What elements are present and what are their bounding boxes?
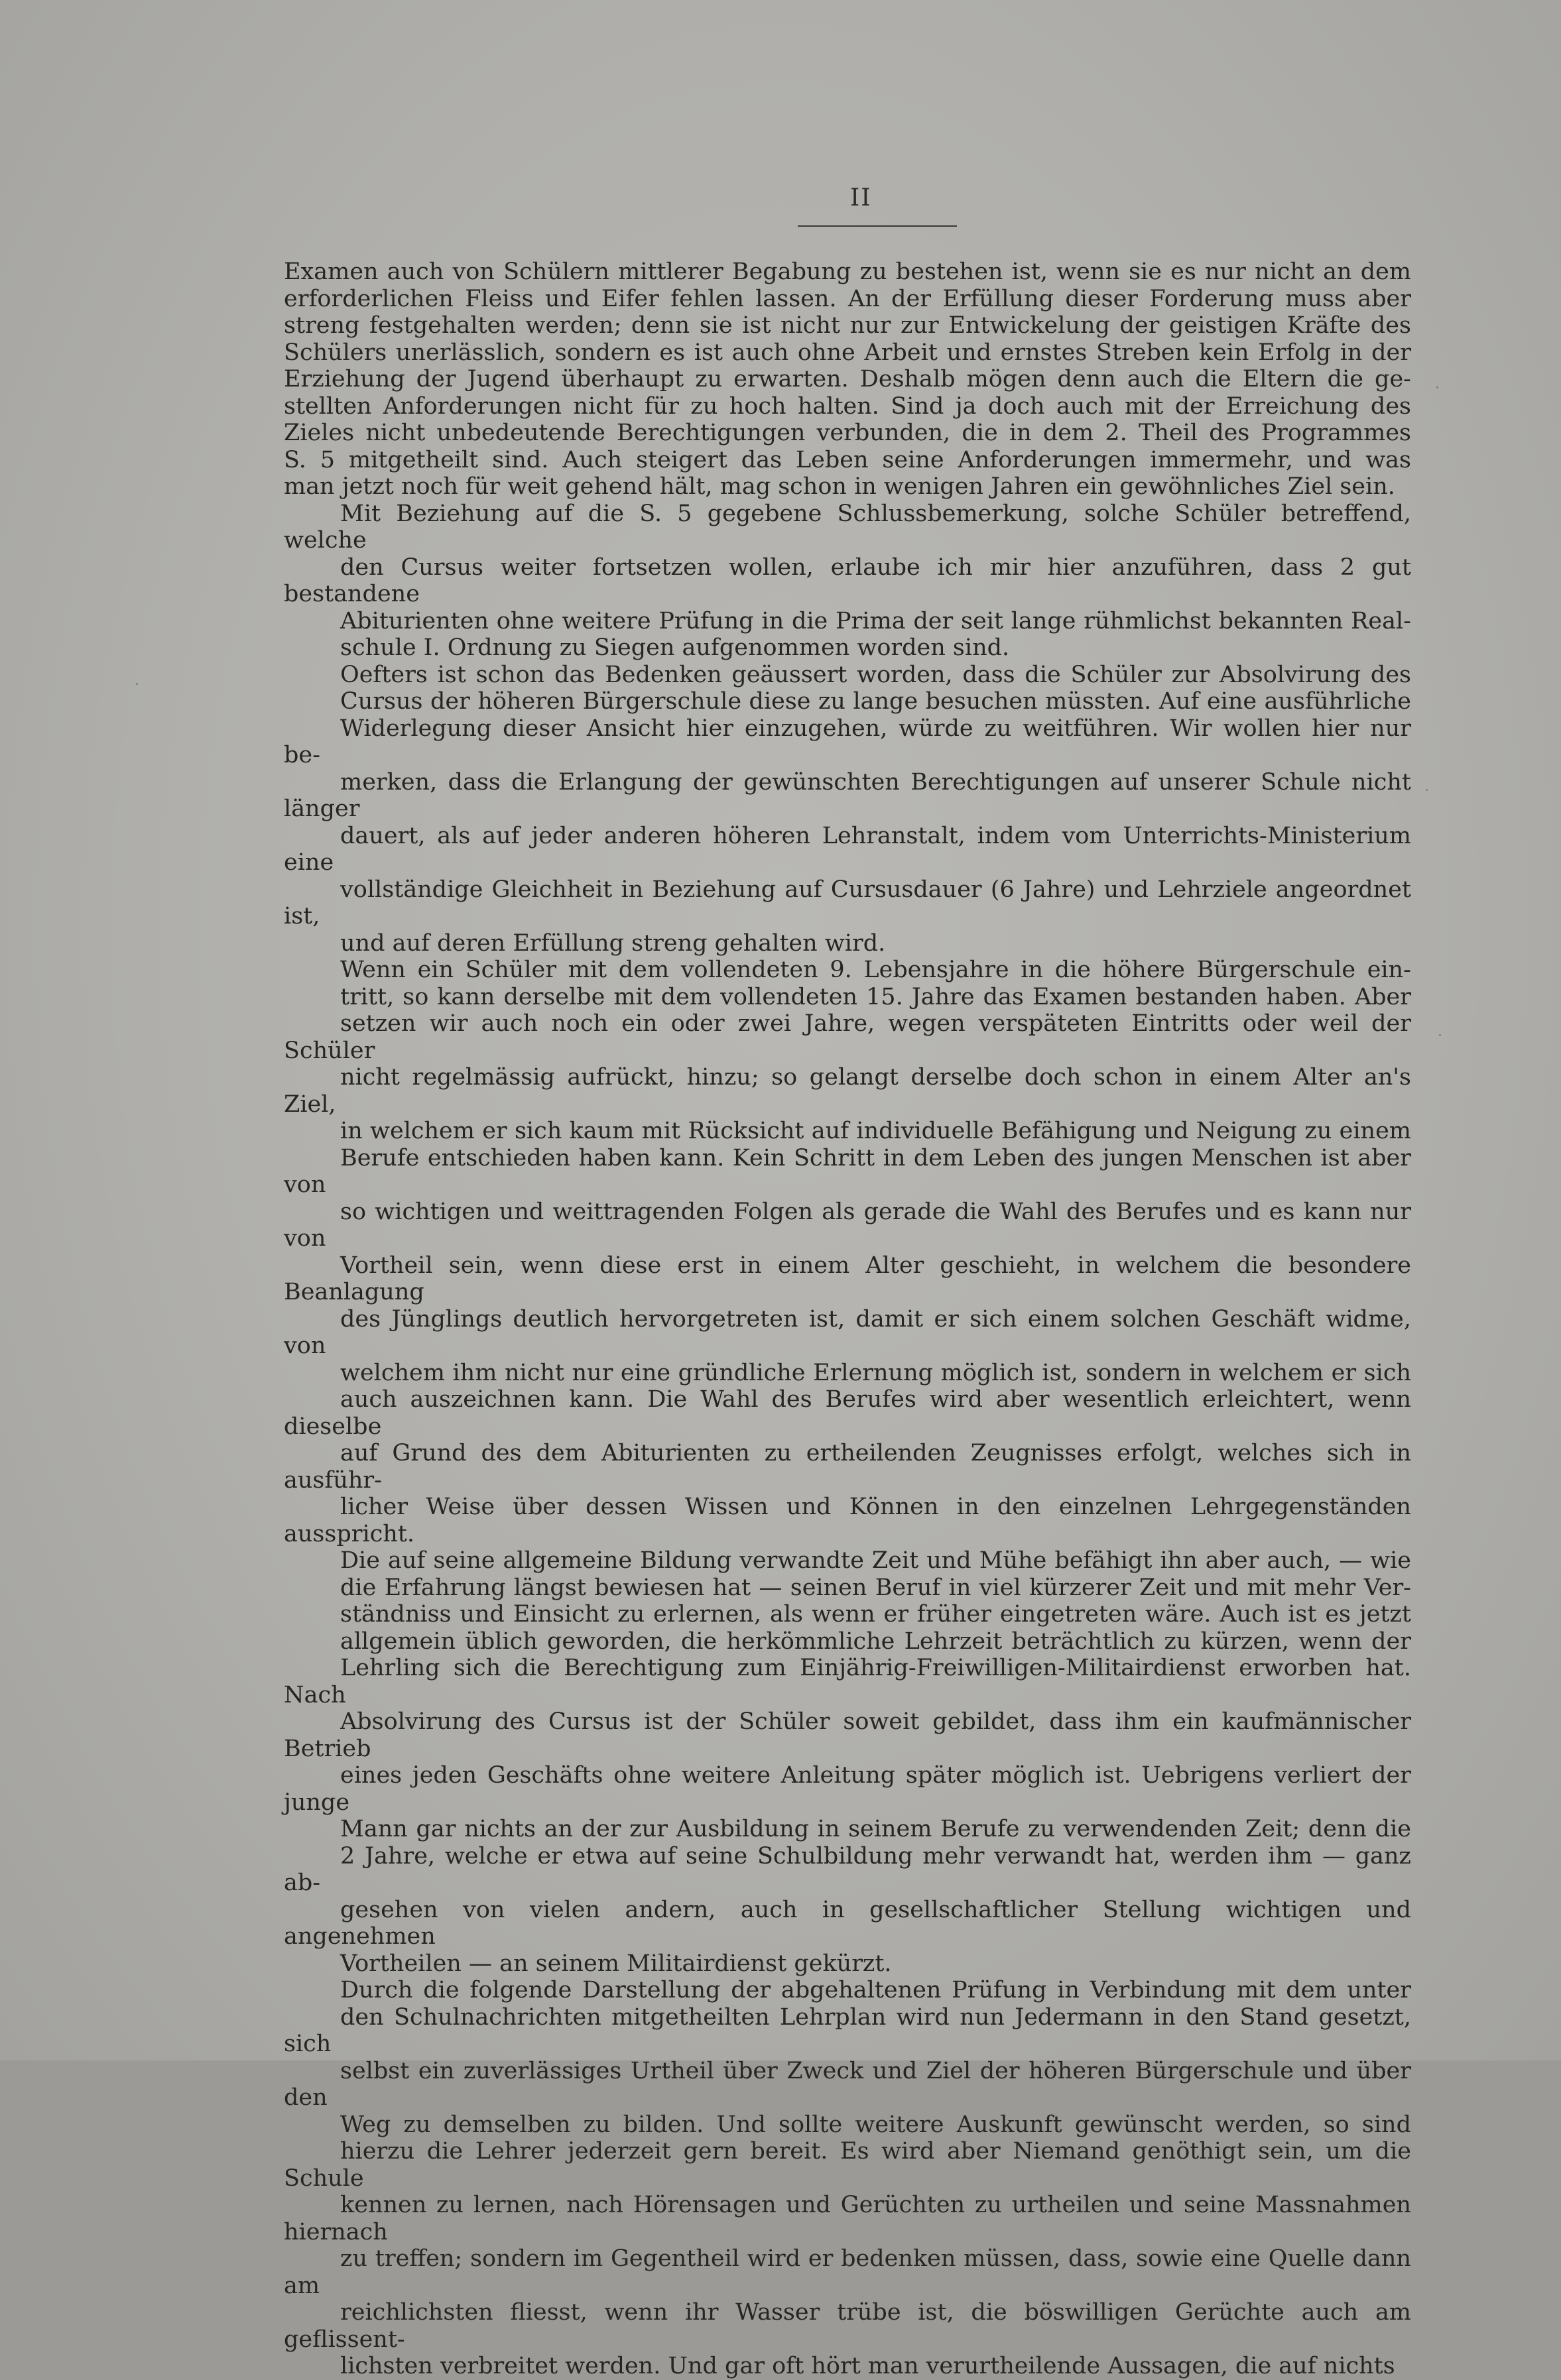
text-line: streng festgehalten werden; denn sie ist nicht nur zur Entwickelung der geistigen Kräfte des	[284, 312, 1411, 339]
paragraph	[284, 1977, 1411, 2380]
text-line: Lehrling sich die Berechtigung zum Einjährig-Freiwilligen-Militairdienst erworben hat. Nach	[284, 1655, 1411, 1708]
text-line: hierzu die Lehrer jederzeit gern bereit. Es wird aber Niemand genöthigt sein, um die Schule	[284, 2138, 1411, 2192]
text-line: man jetzt noch für weit gehend hält, mag schon in wenigen Jahren ein gewöhnliches Ziel sein.	[284, 473, 1395, 500]
text-line: Weg zu demselben zu bilden. Und sollte weitere Auskunft gewünscht werden, so sind	[340, 2111, 1411, 2138]
text-line: merken, dass die Erlangung der gewünschten Berechtigungen auf unserer Schule nicht länger	[284, 768, 1411, 822]
text-line: Schülers unerlässlich, sondern es ist auch ohne Arbeit und ernstes Streben kein Erfolg in der	[284, 339, 1411, 366]
scan-speck	[1439, 1034, 1441, 1036]
text-line: reichlichsten fliesst, wenn ihr Wasser trübe ist, die böswilligen Gerüchte auch am geflissent-	[284, 2299, 1411, 2353]
text-line: zu treffen; sondern im Gegentheil wird er bedenken müssen, dass, sowie eine Quelle dann am	[284, 2245, 1411, 2299]
text-line: Widerlegung dieser Ansicht hier einzugehen, würde zu weitführen. Wir wollen hier nur be-	[284, 715, 1411, 768]
text-line: und auf deren Erfüllung streng gehalten wird.	[340, 929, 886, 957]
text-line: Vortheilen — an seinem Militairdienst gekürzt.	[340, 1950, 892, 1977]
text-line: setzen wir auch noch ein oder zwei Jahre, wegen verspäteten Eintritts oder weil der Schüler	[284, 1010, 1411, 1064]
text-line: Durch die folgende Darstellung der abgehaltenen Prüfung in Verbindung mit dem unter	[340, 1977, 1411, 2003]
paragraph	[284, 501, 1411, 662]
text-line: Vortheil sein, wenn diese erst in einem Alter geschieht, in welchem die besondere Beanlagung	[284, 1252, 1411, 1305]
text-line: selbst ein zuverlässiges Urtheil über Zweck und Ziel der höheren Bürgerschule und über den	[284, 2057, 1411, 2111]
text-line: lichsten verbreitet werden. Und gar oft hört man verurtheilende Aussagen, die auf nichts	[340, 2353, 1395, 2379]
text-line: Die auf seine allgemeine Bildung verwandte Zeit und Mühe befähigt ihn aber auch, — wie	[340, 1547, 1411, 1574]
text-line: eines jeden Geschäfts ohne weitere Anleitung später möglich ist. Uebrigens verliert der junge	[284, 1762, 1411, 1816]
scan-speck	[1436, 387, 1438, 388]
text-line: den Cursus weiter fortsetzen wollen, erlaube ich mir hier anzuführen, dass 2 gut bestandene	[284, 554, 1411, 607]
text-line: S. 5 mitgetheilt sind. Auch steigert das Leben seine Anforderungen immermehr, und was	[284, 446, 1411, 473]
text-line: vollständige Gleichheit in Beziehung auf Cursusdauer (6 Jahre) und Lehrziele angeordnet ist,	[284, 876, 1411, 929]
text-line: auch auszeichnen kann. Die Wahl des Berufes wird aber wesentlich erleichtert, wenn dieselbe	[284, 1386, 1411, 1440]
text-line: Wenn ein Schüler mit dem vollendeten 9. Lebensjahre in die höhere Bürgerschule ein-	[340, 957, 1411, 983]
text-line: den Schulnachrichten mitgetheilten Lehrplan wird nun Jedermann in den Stand gesetzt, sich	[284, 2003, 1411, 2057]
header-rule	[798, 225, 957, 227]
text-line: auf Grund des dem Abiturienten zu ertheilenden Zeugnisses erfolgt, welches sich in ausführ-	[284, 1440, 1411, 1494]
text-line: in welchem er sich kaum mit Rücksicht auf individuelle Befähigung und Neigung zu einem	[340, 1118, 1411, 1144]
text-line: erforderlichen Fleiss und Eifer fehlen lassen. An der Erfüllung dieser Forderung muss aber	[284, 285, 1411, 312]
text-line: licher Weise über dessen Wissen und Können in den einzelnen Lehrgegenständen ausspricht.	[284, 1494, 1411, 1547]
text-line: gesehen von vielen andern, auch in gesellschaftlicher Stellung wichtigen und angenehmen	[284, 1896, 1411, 1950]
text-line: tritt, so kann derselbe mit dem vollendeten 15. Jahre das Examen bestanden haben. Aber	[340, 983, 1411, 1010]
text-line: 2 Jahre, welche er etwa auf seine Schulbildung mehr verwandt hat, werden ihm — ganz ab-	[284, 1842, 1411, 1896]
text-line: ständniss und Einsicht zu erlernen, als wenn er früher eingetreten wäre. Auch ist es jetzt	[340, 1601, 1411, 1628]
text-line: Berufe entschieden haben kann. Kein Schritt in dem Leben des jungen Menschen ist aber von	[284, 1144, 1411, 1198]
scan-speck	[136, 683, 138, 685]
text-line: Mann gar nichts an der zur Ausbildung in seinem Berufe zu verwendenden Zeit; denn die	[340, 1816, 1411, 1842]
text-line: kennen zu lernen, nach Hörensagen und Gerüchten zu urtheilen und seine Massnahmen hiernach	[284, 2192, 1411, 2245]
text-line: Mit Beziehung auf die S. 5 gegebene Schlussbemerkung, solche Schüler betreffend, welche	[284, 500, 1411, 554]
text-line: so wichtigen und weittragenden Folgen als gerade die Wahl des Berufes und es kann nur von	[284, 1198, 1411, 1252]
paragraph	[284, 957, 1411, 1977]
text-line: welchem ihm nicht nur eine gründliche Erlernung möglich ist, sondern in welchem er sich	[340, 1359, 1411, 1386]
paragraph	[284, 259, 1411, 501]
text-line: Abiturienten ohne weitere Prüfung in die Prima der seit lange rühmlichst bekannten Real-	[340, 607, 1411, 634]
page-number: II	[850, 184, 872, 211]
text-line: stellten Anforderungen nicht für zu hoch halten. Sind ja doch auch mit der Erreichung des	[284, 392, 1411, 420]
scan-speck	[1426, 789, 1428, 791]
text-line: Zieles nicht unbedeutende Berechtigungen verbunden, die in dem 2. Theil des Programmes	[284, 420, 1411, 446]
text-line: nicht regelmässig aufrückt, hinzu; so gelangt derselbe doch schon in einem Alter an's Ziel,	[284, 1064, 1411, 1118]
paragraph	[284, 662, 1411, 957]
text-line: die Erfahrung längst bewiesen hat — seinen Beruf in viel kürzerer Zeit und mit mehr Ver-	[340, 1574, 1411, 1601]
text-line: Absolvirung des Cursus ist der Schüler soweit gebildet, dass ihm ein kaufmännischer Betrieb	[284, 1708, 1411, 1762]
text-line: Cursus der höheren Bürgerschule diese zu lange besuchen müssten. Auf eine ausführliche	[340, 688, 1411, 715]
text-line: schule I. Ordnung zu Siegen aufgenommen worden sind.	[340, 634, 1010, 661]
text-line: Oefters ist schon das Bedenken geäussert worden, dass die Schüler zur Absolvirung des	[340, 661, 1411, 688]
text-line: dauert, als auf jeder anderen höheren Lehranstalt, indem vom Unterrichts-Ministerium eine	[284, 822, 1411, 876]
text-line: des Jünglings deutlich hervorgetreten ist, damit er sich einem solchen Geschäft widme, von	[284, 1305, 1411, 1359]
body-text	[284, 259, 1411, 2380]
text-line: Examen auch von Schülern mittlerer Begabung zu bestehen ist, wenn sie es nur nicht an dem	[284, 259, 1411, 285]
text-line: Erziehung der Jugend überhaupt zu erwarten. Deshalb mögen denn auch die Eltern die ge-	[284, 366, 1411, 392]
text-line: allgemein üblich geworden, die herkömmliche Lehrzeit beträchtlich zu kürzen, wenn der	[340, 1628, 1411, 1655]
